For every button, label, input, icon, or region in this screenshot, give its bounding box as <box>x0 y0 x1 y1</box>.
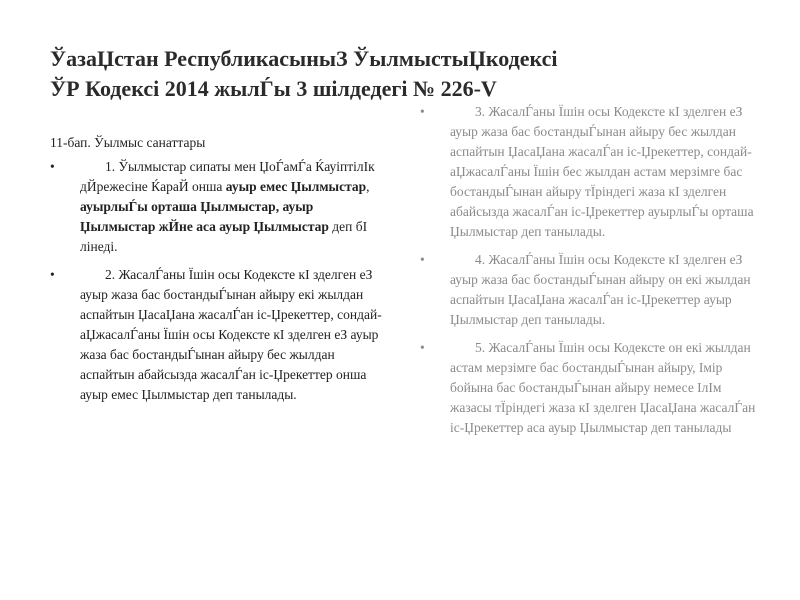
right-column <box>420 102 760 446</box>
list-item <box>50 265 385 405</box>
bullet-icon: • <box>420 104 425 119</box>
list-item-text: 3. ЖасалЃаны Їшін осы Кодексте кІ зделген еЗ ауыр жаза бас бостандыЃынан айыру бес жылдан аспайтын ЏасаЏана жасалЃан іс-Џрекеттер, сондай-аЏжасалЃаны Їшін бес жылдан астам мерзімге бас бостандыЃынан айыру тЇріндегі жаза кІ зделген абайсызда жасалЃан іс-Џрекеттер ауырлыЃы орташа Џылмыстар деп танылады. <box>450 104 754 239</box>
bullet-icon: • <box>420 340 425 355</box>
left-bullet-list <box>50 157 385 405</box>
bullet-icon: • <box>50 267 55 282</box>
text-run: 1. Ўылмыстар сипаты мен ЏоЃамЃа ЌауіптілІк дЙрежесіне ЌараЙ онша <box>80 159 375 194</box>
bullet-icon: • <box>50 159 55 174</box>
list-item <box>420 102 760 242</box>
slide-title-line-1: ЎазаЏстан РеспубликасыныЗ ЎылмыстыЏкодексі <box>50 46 558 71</box>
list-item <box>50 157 385 257</box>
text-run: деп бІ лінеді. <box>80 219 368 254</box>
bullet-icon: • <box>420 252 425 267</box>
text-run: , <box>366 179 370 194</box>
right-bullet-list <box>420 102 760 438</box>
list-item-text: 2. ЖасалЃаны Їшін осы Кодексте кІ зделген еЗ ауыр жаза бас бостандыЃынан айыру екі жылдан аспайтын ЏасаЏана жасалЃан іс-Џрекеттер, сондай-аЏжасалЃаны Їшін осы Кодексте кІ зделген еЗ ауыр жаза бас бостандыЃынан айыру бес жылдан аспайтын абайсызда жасалЃан іс-Џрекеттер онша ауыр емес Џылмыстар деп танылады. <box>80 267 382 402</box>
bold-term: ауыр емес Џылмыстар <box>225 179 367 194</box>
list-item-text <box>80 157 385 257</box>
list-item-text: 5. ЖасалЃаны Їшін осы Кодексте он екі жылдан астам мерзімге бас бостандыЃынан айыру, Імір бойына бас бостандыЃынан айыру немесе ІлІм жазасы тЇріндегі жаза кІ зделген ЏасаЏана жасалЃан іс-Џрекеттер аса ауыр Џылмыстар деп танылады <box>450 340 756 435</box>
article-heading: 11-бап. Ўылмыс санаттары <box>50 135 206 150</box>
slide-title <box>50 44 558 104</box>
bold-term: ауырлыЃы орташа Џылмыстар, ауыр Џылмыстар жЙне аса ауыр Џылмыстар <box>80 199 329 234</box>
slide-title-line-2: ЎР Кодексі 2014 жылЃы 3 шілдедегі № 226-V <box>50 76 497 101</box>
left-column <box>50 133 385 413</box>
list-item <box>420 338 760 438</box>
list-item <box>420 250 760 330</box>
list-item-text: 4. ЖасалЃаны Їшін осы Кодексте кІ зделген еЗ ауыр жаза бас бостандыЃынан айыру он екі жылдан аспайтын ЏасаЏана жасалЃан іс-Џрекеттер ауыр Џылмыстар деп танылады. <box>450 252 751 327</box>
